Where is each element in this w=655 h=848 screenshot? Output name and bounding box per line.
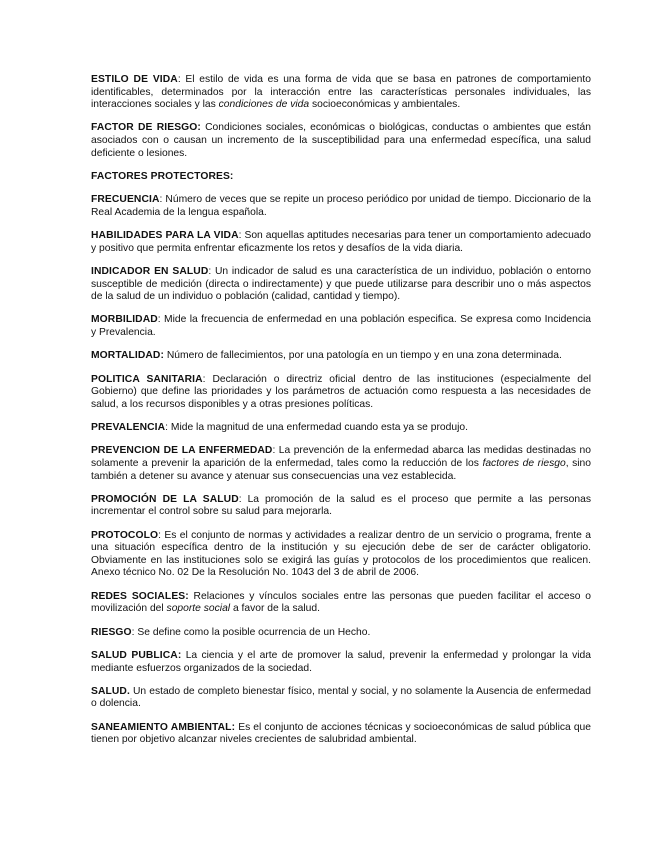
glossary-term: POLITICA SANITARIA — [91, 373, 203, 385]
glossary-entry — [91, 422, 591, 435]
term-separator: : — [165, 422, 171, 434]
term-separator: : — [272, 445, 279, 457]
definition-text: Es el conjunto de acciones técnicas y socioeconómicas de salud pública que tienen por objetivo alcanzar niveles crecientes de salubridad ambiental. — [91, 721, 591, 746]
term-separator: : — [131, 626, 138, 638]
glossary-term: SANEAMIENTO AMBIENTAL: — [91, 721, 236, 733]
definition-text: Un indicador de salud es una característica de un individuo, población o entorno susceptible de medición (directa o indirectamente) y que puede utilizarse para describir uno o más aspectos de la salud de un individuo o población (calidad, cantidad y tiempo). — [91, 265, 591, 303]
definition-text: Declaración o directriz oficial dentro de las instituciones (especialmente del Gobierno) que define las prioridades y los parámetros de actuación como respuesta a las necesidades de salud, a los recursos disponibles y a otras presiones políticas. — [91, 373, 592, 410]
definition-text: Relaciones y vínculos sociales entre las personas que pueden facilitar el acceso o movilización del — [91, 590, 591, 615]
glossary-term: INDICADOR EN SALUD — [91, 265, 209, 277]
glossary-term: PREVENCION DE LA ENFERMEDAD — [91, 445, 273, 457]
glossary-term: FACTORES PROTECTORES: — [91, 170, 234, 182]
glossary-term: ESTILO DE VIDA — [91, 74, 178, 85]
glossary-entry — [91, 445, 591, 483]
glossary-entry — [91, 627, 591, 640]
glossary-entry — [91, 650, 591, 675]
definition-text: Un estado de completo bienestar físico, mental y social, y no solamente la Ausencia de enfermedad o dolencia. — [91, 685, 591, 710]
glossary-entry — [91, 266, 591, 304]
definition-italic-text: soporte social — [166, 603, 231, 615]
definition-text: El estilo de vida es una forma de vida que se basa en patrones de comportamiento identificables, determinados por la interacción entre las características personales individuales, las interacciones sociales y las — [91, 74, 592, 111]
glossary-term: PREVALENCIA — [91, 422, 166, 434]
glossary-entry — [91, 722, 591, 747]
definition-italic-text: factores de riesgo — [482, 457, 566, 469]
glossary-entry — [91, 494, 591, 519]
term-separator: : — [202, 373, 213, 385]
glossary-term: REDES SOCIALES: — [91, 590, 189, 602]
term-separator: : — [208, 265, 215, 277]
term-separator: : — [238, 493, 248, 505]
definition-text: Se define como la posible ocurrencia de un Hecho. — [137, 626, 371, 638]
glossary-entry — [91, 74, 591, 112]
term-separator: : — [158, 529, 165, 541]
term-separator: : — [159, 194, 166, 206]
glossary-entry — [91, 230, 591, 255]
glossary-entry — [91, 314, 591, 339]
glossary-term: MORTALIDAD: — [91, 350, 164, 362]
glossary-entry — [91, 122, 591, 160]
glossary-term: FRECUENCIA — [91, 194, 160, 206]
glossary-entry — [91, 194, 591, 219]
definition-text: Número de fallecimientos, por una patología en un tiempo y en una zona determinada. — [166, 350, 562, 362]
term-separator: : — [157, 314, 165, 326]
term-separator: : — [177, 74, 186, 85]
definition-italic-text: condiciones de vida — [218, 99, 310, 111]
definition-text: La promoción de la salud es el proceso que permite a las personas incrementar el control sobre su salud para mejorarla. — [91, 493, 591, 518]
glossary-entry — [91, 350, 591, 363]
glossary-entry — [91, 171, 591, 184]
definition-text: La prevención de la enfermedad abarca las medidas destinadas no solamente a prevenir la aparición de la enfermedad, tales como la reducción de los — [91, 445, 591, 469]
glossary-page — [91, 74, 591, 758]
glossary-term: SALUD PUBLICA: — [91, 649, 182, 661]
term-separator: : — [238, 230, 245, 242]
glossary-term: FACTOR DE RIESGO: — [91, 122, 201, 134]
definition-text: Número de veces que se repite un proceso periódico por unidad de tiempo. Diccionario de la Real Academia de la lengua española. — [91, 194, 591, 218]
glossary-term: HABILIDADES PARA LA VIDA — [91, 230, 239, 242]
glossary-term: PROTOCOLO — [91, 529, 159, 541]
definition-text: Mide la magnitud de una enfermedad cuando esta ya se produjo. — [170, 422, 468, 434]
glossary-entry — [91, 374, 591, 412]
definition-text: Condiciones sociales, económicas o biológicas, conductas o ambientes que están asociados con o causan un incremento de la susceptibilidad para una enfermedad específica, una salud deficiente o lesiones. — [91, 122, 591, 159]
glossary-term: RIESGO — [91, 626, 132, 638]
definition-text: socioeconómicas y ambientales. — [309, 99, 461, 111]
glossary-term: MORBILIDAD — [91, 314, 158, 326]
glossary-entry — [91, 530, 591, 580]
definition-text: Es el conjunto de normas y actividades a realizar dentro de un servicio o programa, frente a una situación específica dentro de la institución y su ejecución debe de ser de carácter obligatorio. Obviamente en las instituciones solo se exigirá las guías y protocolos de los procedimientos que realicen. Anexo técnico No. 02 De la Resolución No. 1043 del 3 de abril de 2006. — [91, 529, 591, 579]
glossary-entry — [91, 591, 591, 616]
glossary-term: PROMOCIÓN DE LA SALUD — [91, 493, 239, 505]
glossary-entry — [91, 686, 591, 711]
definition-text: La ciencia y el arte de promover la salud, prevenir la enfermedad y prolongar la vida mediante esfuerzos organizados de la sociedad. — [91, 649, 591, 674]
definition-text: Mide la frecuencia de enfermedad en una población especifica. Se expresa como Incidencia y Prevalencia. — [91, 314, 591, 339]
definition-text: Son aquellas aptitudes necesarias para tener un comportamiento adecuado y positivo que permita enfrentar eficazmente los retos y desafíos de la vida diaria. — [91, 230, 591, 254]
definition-text: a favor de la salud. — [230, 603, 320, 615]
glossary-term: SALUD. — [91, 685, 130, 697]
definition-text: , sino también a detener su avance y atenuar sus consecuencias una vez establecida. — [91, 457, 591, 482]
